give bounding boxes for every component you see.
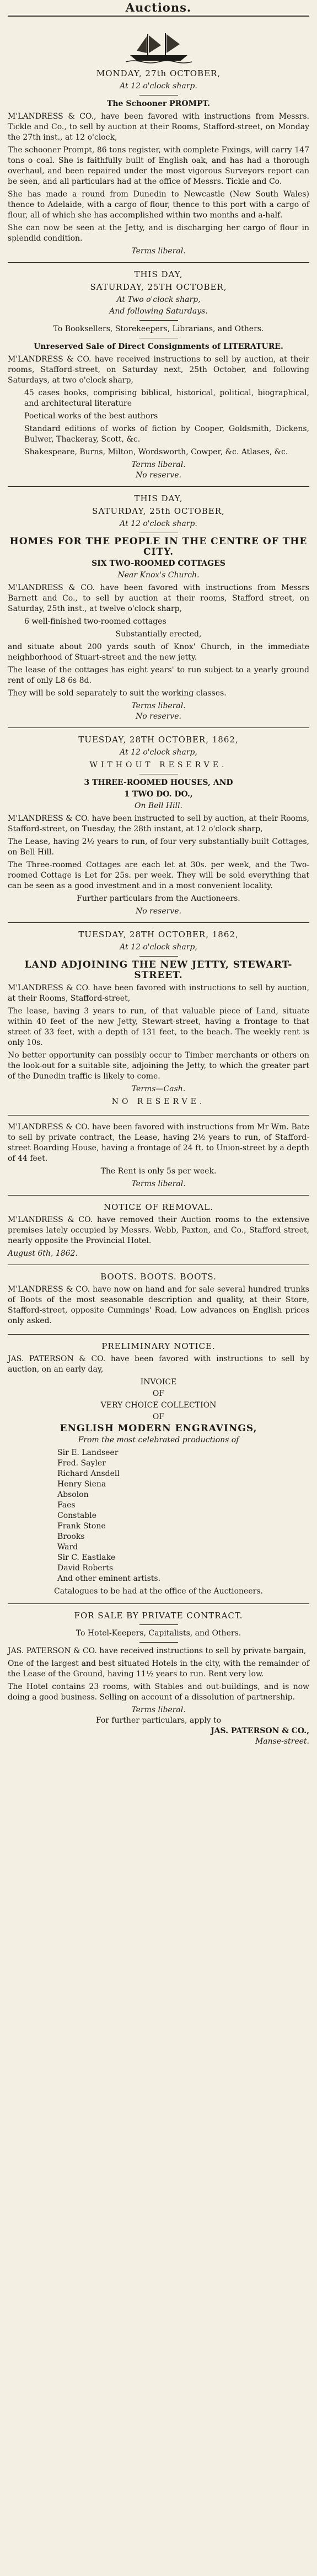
notice-title: FOR SALE BY PRIVATE CONTRACT.: [74, 1611, 243, 1621]
ad-paragraph: The Hotel contains 23 rooms, with Stables and out-buildings, and is now doing a good business. Selling on account of a dissolution of partnership.: [8, 1682, 309, 1702]
sale-date: SATURDAY, 25TH OCTOBER,: [90, 282, 227, 292]
sale-lot: SIX TWO-ROOMED COTTAGES: [92, 559, 225, 568]
ad-bell-hill-houses: [8, 728, 309, 923]
location: On Bell Hill.: [134, 801, 182, 810]
ad-paragraph: No better opportunity can possibly occur to Timber merchants or others on the look-out for a suitable site, adjoining the Jetty, to which the greater part of the Dunedin traffic is likely to come.: [8, 1051, 309, 1081]
sale-time: At 12 o'clock sharp.: [120, 82, 197, 91]
ad-paragraph: and situate about 200 yards south of Knox' Church, in the immediate neighborhood of Stuart-street and the new jetty.: [8, 642, 309, 662]
terms: Terms liberal.: [131, 1180, 186, 1188]
headline: ENGLISH MODERN ENGRAVINGS,: [60, 1423, 257, 1434]
sale-time: At 12 o'clock sharp,: [120, 943, 197, 952]
terms: Terms liberal.: [131, 460, 186, 469]
list-item: Henry Siena: [57, 1480, 106, 1489]
sale-time: At Two o'clock sharp,: [116, 295, 201, 304]
catalogues-note: Catalogues to be had at the office of the Auctioneers.: [54, 1587, 263, 1596]
ad-paragraph: Standard editions of works of fiction by Cooper, Goldsmith, Dickens, Bulwer, Thackeray, Scott, &c.: [24, 424, 309, 444]
firm-name: JAS. PATERSON & CO.,: [211, 1727, 309, 1735]
ad-paragraph: She has made a round from Dunedin to Newcastle (New South Wales) thence to Adelaide, with a cargo of flour, thence to this port with a cargo of flour, all of which she has accomplished within two months and a-half.: [8, 190, 309, 220]
ad-paragraph: The lease, having 3 years to run, of that valuable piece of Land, situate within 40 feet of the new Jetty, Stewart-street, having a frontage to that street of 33 feet, with a depth of 131 feet, to the beach. The weekly rent is only 10s.: [8, 1007, 309, 1047]
ad-paragraph: The Three-roomed Cottages are each let at 30s. per week, and the Two-roomed Cottage is Let for 25s. per week. They will be sold everything that can be seen as a good investment and in a most convenient locality.: [8, 861, 309, 890]
sale-lot: The Schooner PROMPT.: [106, 99, 211, 108]
sale-date: SATURDAY, 25th OCTOBER,: [92, 506, 225, 516]
artist-list: [8, 1448, 309, 1584]
divider: [139, 1624, 178, 1625]
list-item: Richard Ansdell: [57, 1469, 120, 1478]
list-item: Ward: [57, 1543, 78, 1552]
ad-paragraph: 6 well-finished two-roomed cottages: [24, 617, 166, 626]
ad-paragraph: Shakespeare, Burns, Milton, Wordsworth, Cowper, &c. Atlases, &c.: [24, 448, 288, 456]
ad-boots: [8, 1265, 309, 1335]
ad-paragraph: Substantially erected,: [115, 630, 202, 639]
sale-date: MONDAY, 27th OCTOBER,: [96, 68, 221, 78]
notice-date: August 6th, 1862.: [8, 1249, 78, 1258]
sale-title: Unreserved Sale of Direct Consignments of LITERATURE.: [34, 342, 283, 351]
notice-title: BOOTS. BOOTS. BOOTS.: [100, 1272, 217, 1282]
reserve: No reserve.: [136, 907, 181, 916]
notice-title: PRELIMINARY NOTICE.: [101, 1341, 216, 1351]
of-label: OF: [152, 1412, 165, 1421]
ad-paragraph: M'LANDRESS & CO. have received instructions to sell by auction, at their rooms, Stafford-street, on Saturday next, 25th October, and following Saturdays, at two o'clock sharp,: [8, 355, 309, 385]
ship-icon: [126, 31, 192, 64]
reserve: No reserve.: [136, 712, 181, 721]
sale-day: THIS DAY,: [134, 493, 183, 503]
list-item: Brooks: [57, 1532, 85, 1541]
terms: Terms—Cash.: [131, 1085, 186, 1093]
audience: To Booksellers, Storekeepers, Librarians, and Others.: [53, 325, 264, 333]
sale-date: TUESDAY, 28TH OCTOBER, 1862,: [78, 930, 239, 939]
list-item: Sir E. Landseer: [57, 1448, 119, 1457]
ad-literature-sale: [8, 263, 309, 487]
ad-engravings: [8, 1335, 309, 1604]
ad-paragraph: The Lease, having 2½ years to run, of four very substantially-built Cottages, on Bell Hill.: [8, 837, 309, 857]
ad-paragraph: M'LANDRESS & CO. have been favored with instructions from Messrs Barnett and Co., to sell by auction at their rooms, Stafford street, on Saturday, 25th inst., at twelve o'clock sharp,: [8, 583, 309, 613]
ad-schooner-prompt: [8, 23, 309, 263]
ad-paragraph: She can now be seen at the Jetty, and is discharging her cargo of flour in splendid condition.: [8, 224, 309, 243]
ad-land-jetty: [8, 923, 309, 1116]
ad-hotel-private-contract: [8, 1604, 309, 1752]
apply-note: For further particulars, apply to: [95, 1716, 222, 1725]
audience: To Hotel-Keepers, Capitalists, and Others.: [76, 1629, 241, 1638]
notice-title: NOTICE OF REMOVAL.: [103, 1202, 214, 1212]
headline: HOMES FOR THE PEOPLE IN THE CENTRE OF THE CITY.: [9, 536, 308, 557]
ad-notice-of-removal: [8, 1196, 309, 1265]
terms: Terms liberal.: [131, 702, 186, 710]
ad-paragraph: M'LANDRESS & CO. have now on hand and for sale several hundred trunks of Boots of the most seasonable description and quality, at their Store, Stafford-street, opposite Cummings' Road. Low advances on English prices only asked.: [8, 1285, 309, 1325]
from-label: From the most celebrated productions of: [78, 1436, 239, 1444]
ad-paragraph: They will be sold separately to suit the working classes.: [8, 689, 227, 698]
sale-lot: 1 TWO DO. DO.,: [124, 790, 193, 799]
headline: LAND ADJOINING THE NEW JETTY, STEWART-STREET.: [24, 959, 293, 981]
of-label: OF: [152, 1389, 165, 1398]
terms: Terms liberal.: [131, 1706, 186, 1714]
ad-cottages-sale: [8, 487, 309, 728]
location: Near Knox's Church.: [117, 571, 200, 580]
invoice-label: INVOICE: [140, 1378, 177, 1387]
ad-paragraph: M'LANDRESS & CO. have removed their Auction rooms to the extensive premises lately occupied by Messrs. Webb, Paxton, and Co., Stafford street, nearly opposite the Provincial Hotel.: [8, 1215, 309, 1245]
divider: [139, 1642, 178, 1643]
sale-time: At 12 o'clock sharp.: [120, 519, 197, 528]
ad-paragraph: Poetical works of the best authors: [24, 412, 158, 421]
list-item: And other eminent artists.: [57, 1574, 161, 1583]
sale-schedule: And following Saturdays.: [109, 307, 208, 316]
list-item: Faes: [57, 1501, 76, 1510]
ad-paragraph: JAS. PATERSON & CO. have received instructions to sell by private bargain,: [8, 1646, 307, 1655]
list-item: Frank Stone: [57, 1522, 106, 1531]
list-item: David Roberts: [57, 1564, 114, 1573]
ad-paragraph: One of the largest and best situated Hotels in the city, with the remainder of the Lease of the Ground, having 11½ years to run. Rent very low.: [8, 1659, 309, 1679]
ad-paragraph: M'LANDRESS & CO., have been favored with instructions from Messrs. Tickle and Co., to sell by auction at their Rooms, Stafford-street, on Monday the 27th inst., at 12 o'clock,: [8, 112, 309, 142]
ad-paragraph: Further particulars from the Auctioneers.: [77, 894, 240, 903]
list-item: Absolon: [57, 1490, 89, 1499]
ad-paragraph: M'LANDRESS & CO. have been favored with instructions to sell by auction, at their Rooms, Stafford-street,: [8, 984, 309, 1003]
ad-paragraph: The schooner Prompt, 86 tons register, with complete Fixings, will carry 147 tons o coal. She is faithfully built of English oak, and has had a thorough overhaul, and been repaired under the most vigorous Surveyors report can be seen, and all particulars had at the office of Messrs. Tickle and Co.: [8, 146, 309, 186]
divider: [139, 320, 178, 321]
sale-lot: 3 THREE-ROOMED HOUSES, AND: [84, 778, 233, 787]
terms: Terms liberal.: [131, 247, 186, 256]
sale-day: THIS DAY,: [134, 269, 183, 279]
list-item: Fred. Sayler: [57, 1459, 106, 1468]
reserve: No reserve.: [136, 471, 181, 480]
list-item: Sir C. Eastlake: [57, 1553, 116, 1562]
list-item: Constable: [57, 1511, 97, 1520]
sale-date: TUESDAY, 28TH OCTOBER, 1862,: [78, 735, 239, 745]
ad-paragraph: The lease of the cottages has eight years' to run subject to a yearly ground rent of only L8 6s 8d.: [8, 666, 309, 685]
ad-paragraph: M'LANDRESS & CO. have been favored with instructions from Mr Wm. Bate to sell by private contract, the Lease, having 2½ years to run, of Stafford-street Boarding House, having a frontage of 24 ft. to Union-street by a depth of 44 feet.: [8, 1123, 309, 1163]
firm-address: Manse-street.: [255, 1737, 309, 1746]
ad-paragraph: The Rent is only 5s per week.: [100, 1167, 217, 1176]
divider: [139, 956, 178, 957]
ad-paragraph: JAS. PATERSON & CO. have been favored with instructions to sell by auction, on an early day,: [8, 1355, 309, 1374]
reserve: NO RESERVE.: [111, 1097, 206, 1106]
page-title: Auctions.: [8, 2, 309, 17]
sale-time: At 12 o'clock sharp,: [120, 748, 197, 757]
ad-paragraph: 45 cases books, comprising biblical, historical, political, biographical, and architectural literature: [24, 389, 309, 408]
collection-label: VERY CHOICE COLLECTION: [100, 1401, 217, 1410]
ad-paragraph: M'LANDRESS & CO. have been instructed to sell by auction, at their Rooms, Stafford-street, on Tuesday, the 28th instant, at 12 o'clock sharp,: [8, 814, 309, 833]
ad-boarding-house: [8, 1116, 309, 1196]
reserve-note: WITHOUT RESERVE.: [89, 761, 228, 769]
